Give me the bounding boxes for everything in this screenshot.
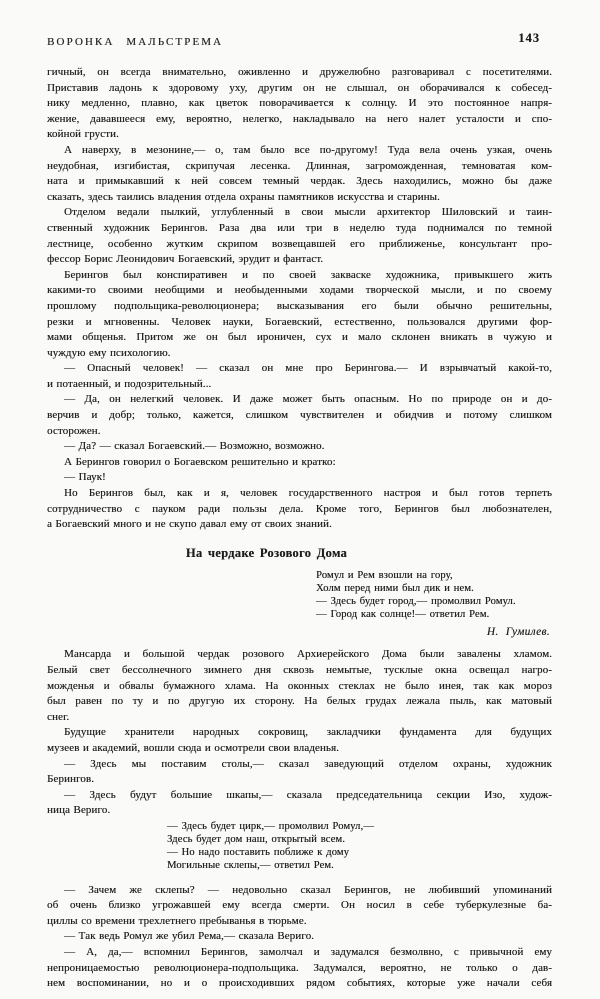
text-line: — Здесь мы поставим столы,— сказал заведующий отделом охраны, художник (64, 757, 552, 770)
paragraph-block (47, 486, 552, 533)
text-line: Приставив ладонь к здоровому уху, другим он не слышал, он оборачивался к собесед- (47, 81, 552, 94)
verse-line: — Здесь будет цирк,— промолвил Ромул,— (167, 820, 374, 832)
text-line: а Богаевский много и не скупо давал ему от своих знаний. (47, 518, 332, 531)
page-number: 143 (518, 31, 540, 45)
paragraph-block (47, 788, 552, 819)
text-line: сотрудничество с пауком ради пользы дела. Кроме того, Берингов был любознателен, (47, 502, 552, 515)
text-line: Белый свет бессолнечного зимнего дня сквозь немытые, тусклые окна освещал нагро- (47, 664, 552, 677)
text-line: Берингов. (47, 773, 95, 786)
verse-line: — Город как солнце!— ответил Рем. (316, 608, 490, 620)
text-line: Но Берингов был, как и я, человек государственного настроя и был готов терпеть (64, 487, 552, 500)
paragraph-block (47, 65, 552, 143)
paragraph-block (47, 361, 552, 392)
verse-block (316, 570, 552, 622)
verse-line: Здесь будет дом наш, открытый всем. (167, 833, 345, 845)
text-line: жение, дававшееся ему, вероятно, нелегко, накладывало на него налет усталости и спо- (47, 112, 552, 125)
text-line: и потаенный, и подозрительный... (47, 377, 212, 390)
text-line: осторожен. (47, 424, 101, 437)
text-line: гичный, он всегда внимательно, оживленно и дружелюбно разговаривал с посетителями. (47, 66, 552, 78)
text-line: Отделом ведали пылкий, углубленный в свои мысли архитектор Шиловский и таин- (64, 206, 552, 219)
poem-attribution: Н. Гумилев. (486, 626, 550, 639)
text-line: лестнице, особенно жутким скрипом возвещавшей его приближенье, консультант про- (47, 237, 552, 250)
paragraph-block (47, 455, 552, 471)
text-line: непроницаемостью революционера-подпольщика. Задумался, вероятно, не только о дав- (47, 961, 552, 974)
text-line: нику медленно, плавно, как цветок поворачивается к солнцу. И это постоянное напря- (47, 97, 552, 110)
text-line: музеев и академий, вошли сюда и осмотрели свои владенья. (47, 742, 340, 754)
paragraph-block (47, 143, 552, 205)
text-line: неудобная, изгибистая, скрипучая лесенка. Длинная, загроможденная, темноватая ком- (47, 159, 552, 172)
paragraph-block (47, 268, 552, 362)
text-line: был равен по ту и по другую их сторону. На белых грудах лежала пыль, как матовый (47, 695, 552, 708)
text-line: фессор Борис Леонидович Богаевский, эрудит и фантаст. (47, 253, 324, 266)
text-line: нем воспоминании, но и о происходивших рядом событиях, которые уже начали себя (47, 977, 552, 990)
text-line: сказать, здесь таились владения отдела охраны памятников искусства и старины. (47, 190, 440, 203)
verse-line: — Здесь будет город,— промолвил Ромул. (316, 595, 516, 607)
verse-line: — Но надо поставить поближе к дому (167, 846, 349, 858)
text-line: — А, да,— вспомнил Берингов, замолчал и задумался безмолвно, с привычной ему (64, 945, 552, 958)
paragraph-block (47, 757, 552, 788)
text-line: ната и примыкавший к ней совсем темный чердак. Здесь находились, можно бы даже (47, 175, 552, 188)
text-line: Берингов был конспиративен и по своей закваске художника, привыкшего жить (64, 268, 552, 281)
text-line: какими-то своими необщими и необыденными ходами творческой мысли, и по своему (47, 284, 552, 297)
running-head: ВОРОНКА МАЛЬСТРЕМА (47, 36, 224, 48)
text-line: можденья и обвалы бумажного хлама. На оконных стеклах не было инея, так как мороз (47, 679, 552, 692)
text-line: койной грусти. (47, 128, 119, 141)
text-line: резки и мгновенны. Человек науки, Богаевский, естественно, пользовался другими фор- (47, 315, 552, 328)
text-line: снег. (47, 710, 70, 723)
section-heading: На чердаке Розового Дома (185, 545, 348, 560)
text-line: верчив и добр; только, кажется, слишком чувствителен и обидчив и потому слишком (47, 409, 552, 422)
text-line: циллы со времени трехлетнего пребыванья в тюрьме. (47, 914, 307, 927)
text-line: — Паук! (64, 471, 106, 484)
verse-line: Ромул и Рем взошли на гору, (316, 569, 453, 581)
text-line: — Здесь будут большие шкапы,— сказала председательница секции Изо, худож- (64, 788, 552, 801)
paragraph-block (47, 205, 552, 267)
text-line: об очень близко угрожавшей ему всегда смерти. Он носил в себе туберкулезные ба- (47, 899, 552, 912)
page-body (47, 65, 552, 992)
verse-line: Могильные склепы,— ответил Рем. (167, 859, 334, 871)
text-line: — Зачем же склепы? — недовольно сказал Берингов, не любивший упоминаний (64, 883, 552, 896)
paragraph-block (47, 929, 552, 945)
paragraph-block (47, 647, 552, 725)
text-line: — Да, он нелегкий человек. И даже может быть опасным. Но по природе он и до- (64, 393, 552, 406)
paragraph-block (47, 945, 552, 992)
text-line: — Опасный человек! — сказал он мне про Берингова.— И взрывчатый какой-то, (64, 362, 552, 375)
text-line: — Да? — сказал Богаевский.— Возможно, возможно. (64, 440, 325, 453)
text-line: Будущие хранители народных сокровищ, закладчики фундамента для будущих (64, 726, 552, 739)
text-line: А наверху, в мезонине,— о, там было все по-другому! Туда вела очень узкая, очень (64, 143, 552, 156)
text-line: чуждую ему психологию. (47, 346, 171, 359)
paragraph-block (47, 392, 552, 439)
text-line: мами общенья. Притом же он был ироничен, сух и мало склонен вникать в чужую и (47, 331, 552, 344)
text-line: Мансарда и большой чердак розового Архиерейского Дома были завалены хламом. (64, 648, 552, 661)
text-line: ница Вериго. (47, 804, 111, 817)
text-line: — Так ведь Ромул же убил Рема,— сказала Вериго. (64, 930, 315, 943)
paragraph-block (47, 725, 552, 756)
paragraph-block (47, 883, 552, 930)
verse-block (167, 821, 552, 873)
paragraph-block (47, 470, 552, 486)
verse-line: Холм перед ними был дик и нем. (316, 582, 474, 594)
text-line: А Берингов говорил о Богаевском решительно и кратко: (64, 455, 336, 468)
text-line: прошлому подпольщика-революционера; высказывания его были обычно решительны, (47, 299, 552, 312)
paragraph-block (47, 439, 552, 455)
text-line: ственный художник Берингов. Раза два или три в неделю туда поднимался по темной (47, 221, 552, 234)
page-header (47, 30, 552, 52)
